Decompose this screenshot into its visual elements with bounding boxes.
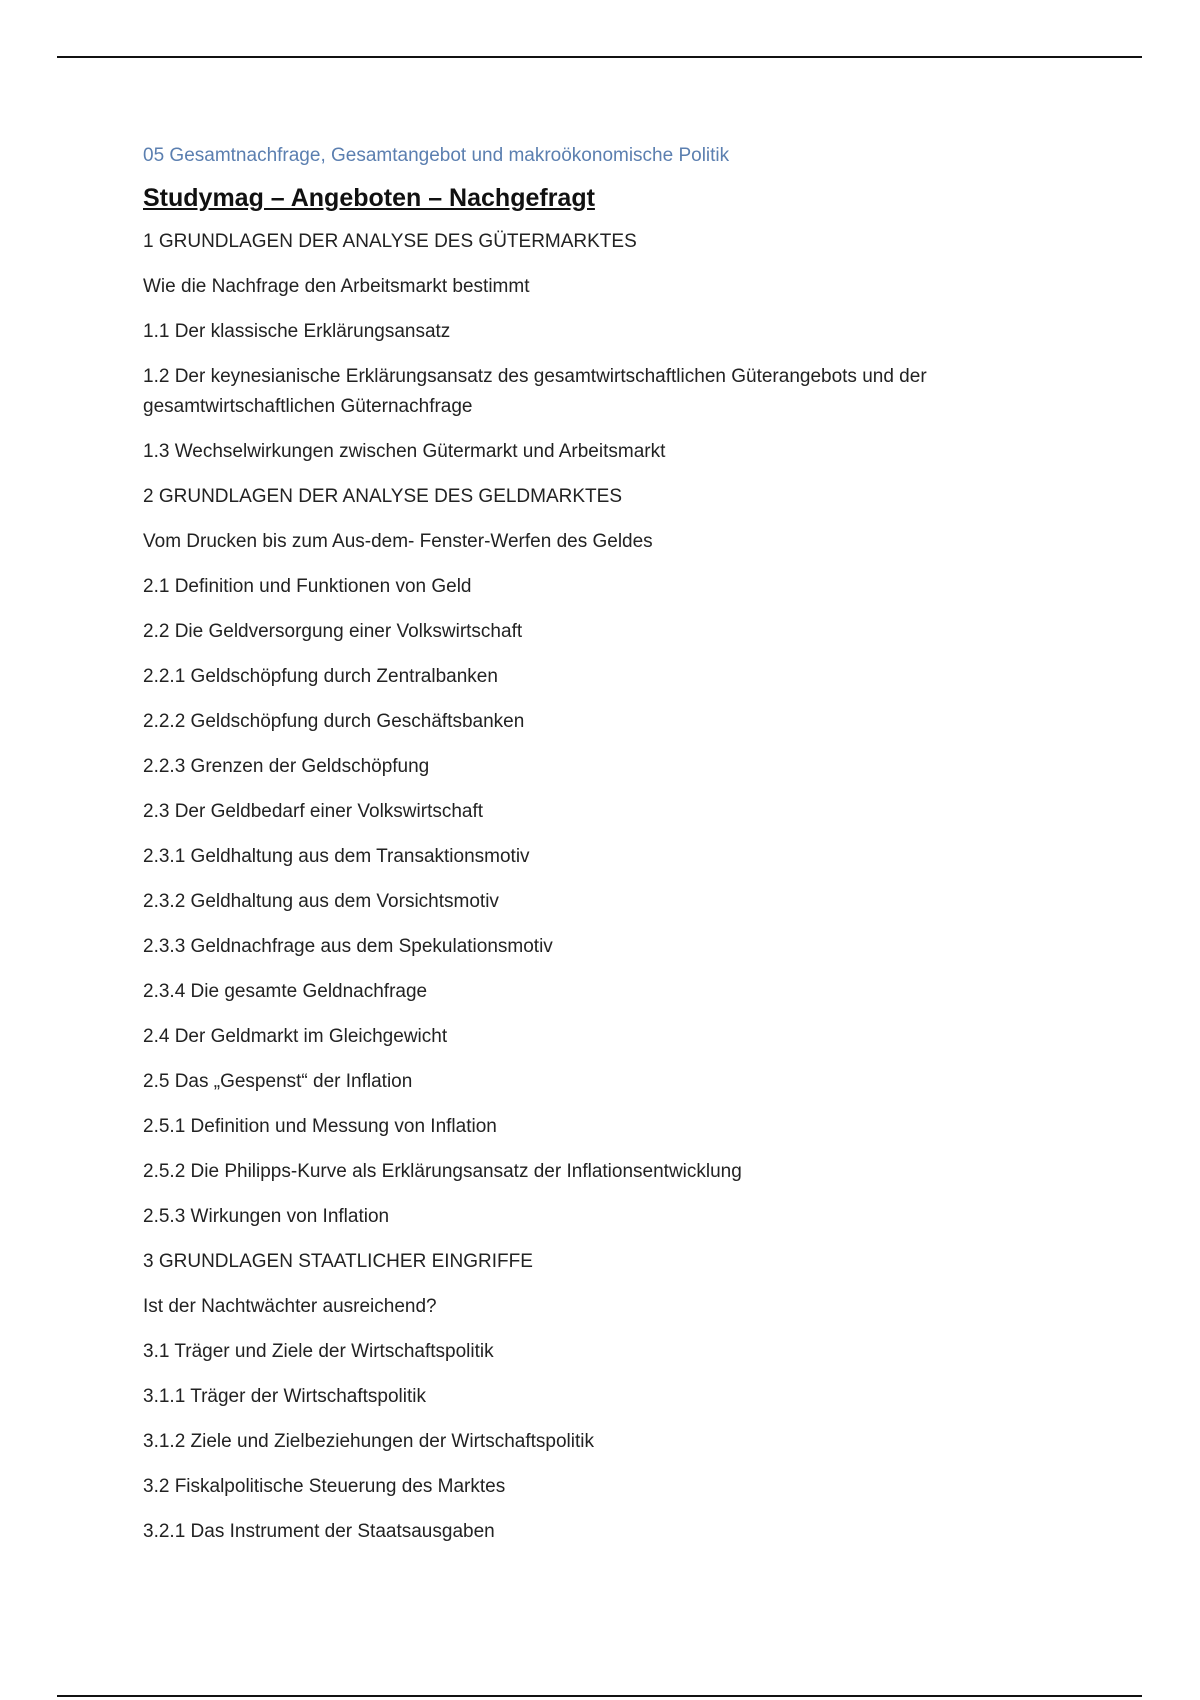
- document-body: [143, 143, 1103, 1562]
- toc-entry: 1.3 Wechselwirkungen zwischen Gütermarkt und Arbeitsmarkt: [143, 441, 666, 462]
- toc-entry: 2.4 Der Geldmarkt im Gleichgewicht: [143, 1026, 448, 1047]
- toc-entry: 2.3.2 Geldhaltung aus dem Vorsichtsmotiv: [143, 891, 499, 912]
- toc-entry: 3.2.1 Das Instrument der Staatsausgaben: [143, 1521, 495, 1542]
- toc-entry: 3.2 Fiskalpolitische Steuerung des Marktes: [143, 1476, 506, 1497]
- toc-entry: 3 GRUNDLAGEN STAATLICHER EINGRIFFE: [143, 1251, 533, 1272]
- toc-entry: 2.5.2 Die Philipps-Kurve als Erklärungsansatz der Inflationsentwicklung: [143, 1161, 742, 1182]
- toc-entry: 3.1.2 Ziele und Zielbeziehungen der Wirtschaftspolitik: [143, 1431, 594, 1452]
- toc-entry: Wie die Nachfrage den Arbeitsmarkt bestimmt: [143, 276, 530, 297]
- document-subject: 05 Gesamtnachfrage, Gesamtangebot und makroökonomische Politik: [143, 145, 730, 166]
- toc-entry: 2.5 Das „Gespenst“ der Inflation: [143, 1071, 413, 1092]
- toc-entry: 3.1 Träger und Ziele der Wirtschaftspolitik: [143, 1341, 494, 1362]
- toc-entry: 1.1 Der klassische Erklärungsansatz: [143, 321, 451, 342]
- toc-entry: 2.3.3 Geldnachfrage aus dem Spekulationsmotiv: [143, 936, 553, 957]
- toc-entry: 2.5.1 Definition und Messung von Inflation: [143, 1116, 497, 1137]
- toc-entry: 2.3 Der Geldbedarf einer Volkswirtschaft: [143, 801, 484, 822]
- toc-entry: 2.3.4 Die gesamte Geldnachfrage: [143, 981, 428, 1002]
- toc-entry: 2.2.1 Geldschöpfung durch Zentralbanken: [143, 666, 498, 687]
- toc-entry: Ist der Nachtwächter ausreichend?: [143, 1296, 437, 1317]
- toc-entry: 2.5.3 Wirkungen von Inflation: [143, 1206, 390, 1227]
- toc-entry: 2.3.1 Geldhaltung aus dem Transaktionsmotiv: [143, 846, 530, 867]
- document-title: Studymag – Angeboten – Nachgefragt: [143, 184, 595, 212]
- header-rule: [57, 56, 1142, 58]
- toc-entry: 2.2.3 Grenzen der Geldschöpfung: [143, 756, 430, 777]
- table-of-contents: [143, 227, 1103, 1547]
- toc-entry: 3.1.1 Träger der Wirtschaftspolitik: [143, 1386, 426, 1407]
- toc-entry: 2.2 Die Geldversorgung einer Volkswirtschaft: [143, 621, 523, 642]
- footer-rule: [57, 1695, 1142, 1697]
- toc-entry: 2 GRUNDLAGEN DER ANALYSE DES GELDMARKTES: [143, 486, 622, 507]
- toc-entry: 1 GRUNDLAGEN DER ANALYSE DES GÜTERMARKTES: [143, 231, 637, 252]
- toc-entry: Vom Drucken bis zum Aus-dem- Fenster-Werfen des Geldes: [143, 531, 653, 552]
- toc-entry: 1.2 Der keynesianische Erklärungsansatz des gesamtwirtschaftlichen Güterangebots und der gesamtwirtschaftlichen Güternachfrage: [143, 366, 927, 417]
- toc-entry: 2.1 Definition und Funktionen von Geld: [143, 576, 472, 597]
- toc-entry: 2.2.2 Geldschöpfung durch Geschäftsbanken: [143, 711, 525, 732]
